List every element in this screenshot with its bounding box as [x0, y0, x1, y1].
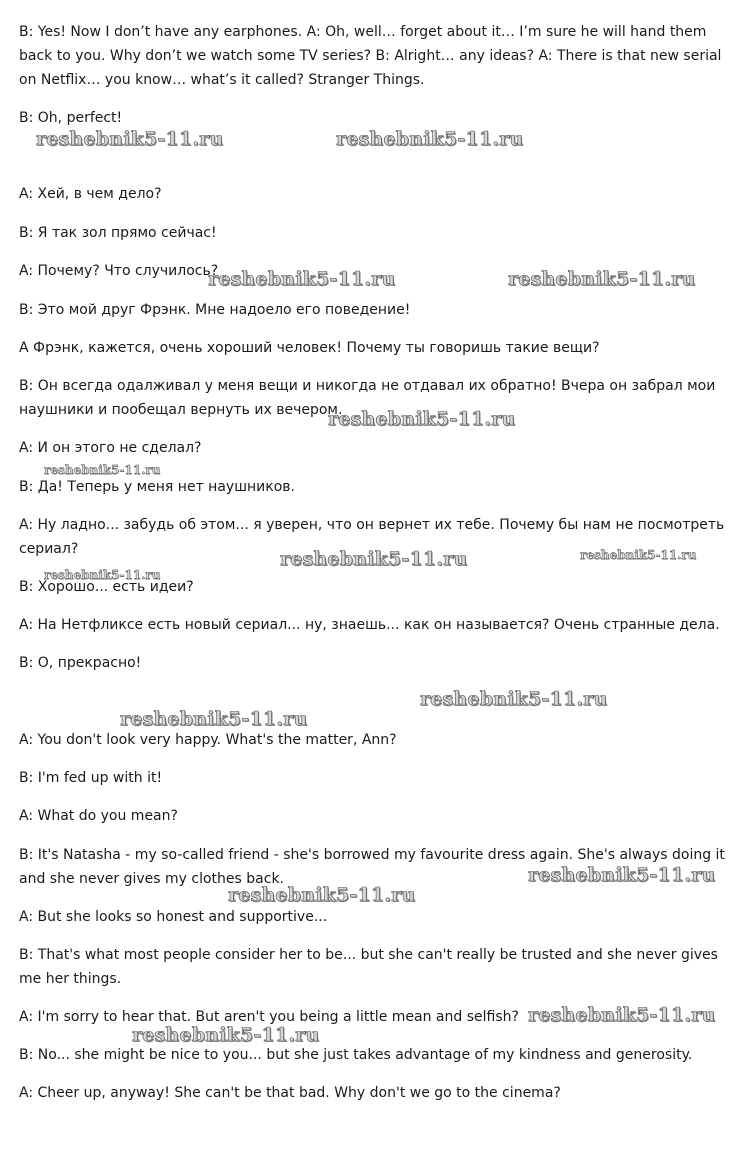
- dialogue-line: B: I'm fed up with it!: [19, 770, 163, 786]
- watermark: reshebnik5-11.ru: [420, 688, 608, 710]
- watermark: reshebnik5-11.ru: [228, 884, 416, 906]
- dialogue-line: B: О, прекрасно!: [19, 655, 142, 671]
- watermark: reshebnik5-11.ru: [336, 128, 524, 150]
- dialogue-line: B: Да! Теперь у меня нет наушников.: [19, 479, 295, 495]
- dialogue-line: A: You don't look very happy. What's the matter, Ann?: [19, 732, 397, 748]
- watermark: reshebnik5-11.ru: [44, 463, 161, 477]
- watermark: reshebnik5-11.ru: [528, 864, 716, 886]
- watermark: reshebnik5-11.ru: [508, 268, 696, 290]
- dialogue-line: A: Хей, в чем дело?: [19, 186, 162, 202]
- dialogue-line: B: Хорошо... есть идеи?: [19, 579, 194, 595]
- watermark: reshebnik5-11.ru: [280, 548, 468, 570]
- dialogue-line: B: Я так зол прямо сейчас!: [19, 225, 217, 241]
- dialogue-line: B: That's what most people consider her to be... but she can't really be trusted and she never gives me her things.: [19, 947, 718, 987]
- watermark: reshebnik5-11.ru: [528, 1004, 716, 1026]
- dialogue-line: A: На Нетфликсе есть новый сериал... ну, знаешь... как он называется? Очень странные дела.: [19, 617, 720, 633]
- dialogue-line: B: Yes! Now I don’t have any earphones. A: Oh, well… forget about it… I’m sure he will hand them back to you. Why don’t we watch some TV series? B: Alright… any ideas? A: There is that new serial on Netflix… you know… what’s it called? Stranger Things.: [19, 24, 722, 88]
- dialogue-line: A: But she looks so honest and supportive...: [19, 909, 328, 925]
- watermark: reshebnik5-11.ru: [44, 568, 161, 582]
- watermark: reshebnik5-11.ru: [132, 1024, 320, 1046]
- dialogue-line: A: И он этого не сделал?: [19, 440, 202, 456]
- watermark: reshebnik5-11.ru: [36, 128, 224, 150]
- dialogue-line: A: What do you mean?: [19, 808, 178, 824]
- dialogue-line: A: I'm sorry to hear that. But aren't you being a little mean and selfish?: [19, 1009, 519, 1025]
- dialogue-line: A: Cheer up, anyway! She can't be that bad. Why don't we go to the cinema?: [19, 1085, 561, 1101]
- dialogue-line: А Фрэнк, кажется, очень хороший человек! Почему ты говоришь такие вещи?: [19, 340, 600, 356]
- dialogue-line: A: Ну ладно... забудь об этом... я уверен, что он вернет их тебе. Почему бы нам не посмотреть сериал?: [19, 517, 725, 557]
- watermark: reshebnik5-11.ru: [120, 708, 308, 730]
- watermark: reshebnik5-11.ru: [580, 548, 697, 562]
- watermark: reshebnik5-11.ru: [208, 268, 396, 290]
- dialogue-line: A: Почему? Что случилось?: [19, 263, 219, 279]
- dialogue-line: B: No... she might be nice to you... but she just takes advantage of my kindness and generosity.: [19, 1047, 693, 1063]
- dialogue-line: B: Oh, perfect!: [19, 110, 123, 126]
- dialogue-line: B: It's Natasha - my so-called friend - she's borrowed my favourite dress again. She's always doing it and she never gives my clothes back.: [19, 847, 725, 887]
- dialogue-line: B: Это мой друг Фрэнк. Мне надоело его поведение!: [19, 302, 411, 318]
- watermark: reshebnik5-11.ru: [328, 408, 516, 430]
- dialogue-line: B: Он всегда одалживал у меня вещи и никогда не отдавал их обратно! Вчера он забрал мои наушники и пообещал вернуть их вечером.: [19, 378, 716, 418]
